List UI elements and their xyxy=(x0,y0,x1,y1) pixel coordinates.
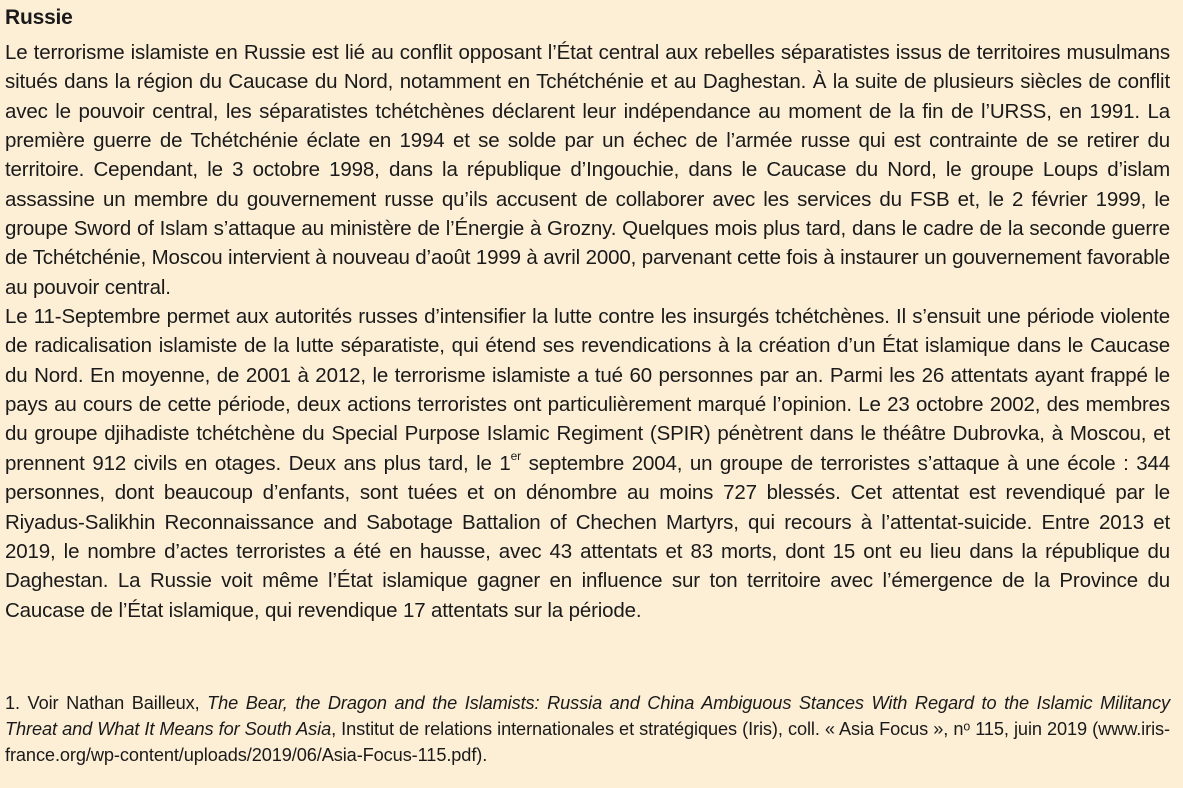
footnote-cited-title: The Bear, the Dragon and the Islamists: Russia and China Ambiguous Stances With Regard to the Islamic Militancy Threat and What It Means for South Asia xyxy=(5,693,1170,739)
paragraph-2 xyxy=(5,302,1170,625)
footnote xyxy=(5,690,1170,768)
footnote-suffix: , Institut de relations internationales et stratégiques (Iris), coll. « Asia Focus », nᵒ 115, juin 2019 (www.iris-france.org/wp-content/uploads/2019/06/Asia-Focus-115.pdf). xyxy=(5,719,1170,765)
body-text xyxy=(5,38,1170,625)
paragraph-2-part-2: septembre 2004, un groupe de terroristes s’attaque à une école : 344 personnes, dont beaucoup d’enfants, sont tuées et on dénombre au moins 727 blessés. Cet attentat est revendiqué par le Riyadus-Salikhin Reconnaissance and Sabotage Battalion of Chechen Martyrs, qui recours à l’attentat-suicide. Entre 2013 et 2019, le nombre d’actes terroristes a été en hausse, avec 43 attentats et 83 morts, dont 15 ont eu lieu dans la république du Daghestan. La Russie voit même l’État islamique gagner en influence sur ton territoire avec l’émergence de la Province du Caucase de l’État islamique, qui revendique 17 attentats sur la période. xyxy=(5,451,1170,622)
paragraph-2-part-1: Le 11-Septembre permet aux autorités russes d’intensifier la lutte contre les insurgés tchétchènes. Il s’ensuit une période violente de radicalisation islamiste de la lutte séparatiste, qui étend ses revendications à la création d’un État islamique dans le Caucase du Nord. En moyenne, de 2001 à 2012, le terrorisme islamiste a tué 60 personnes par an. Parmi les 26 attentats ayant frappé le pays au cours de cette période, deux actions terroristes ont particulièrement marqué l’opinion. Le 23 octobre 2002, des membres du groupe djihadiste tchétchène du Special Purpose Islamic Regiment (SPIR) pénètrent dans le théâtre Dubrovka, à Moscou, et prennent 912 civils en otages. Deux ans plus tard, le 1 xyxy=(5,305,1170,475)
box-title: Russie xyxy=(5,6,73,29)
ordinal-superscript: er xyxy=(510,448,522,463)
footnote-prefix: 1. Voir Nathan Bailleux, xyxy=(5,693,208,713)
paragraph-1: Le terrorisme islamiste en Russie est lié au conflit opposant l’État central aux rebelles séparatistes issus de territoires musulmans situés dans la région du Caucase du Nord, notamment en Tchétchénie et au Daghestan. À la suite de plusieurs siècles de conflit avec le pouvoir central, les séparatistes tchétchènes déclarent leur indépendance au moment de la fin de l’URSS, en 1991. La première guerre de Tchétchénie éclate en 1994 et se solde par un échec de l’armée russe qui est contrainte de se retirer du territoire. Cependant, le 3 octobre 1998, dans la république d’Ingouchie, dans le Caucase du Nord, le groupe Loups d’islam assassine un membre du gouvernement russe qu’ils accusent de collaborer avec les services du FSB et, le 2 février 1999, le groupe Sword of Islam s’attaque au ministère de l’Énergie à Grozny. Quelques mois plus tard, dans le cadre de la seconde guerre de Tchétchénie, Moscou intervient à nouveau d’août 1999 à avril 2000, parvenant cette fois à instaurer un gouvernement favorable au pouvoir central. xyxy=(5,41,1170,299)
